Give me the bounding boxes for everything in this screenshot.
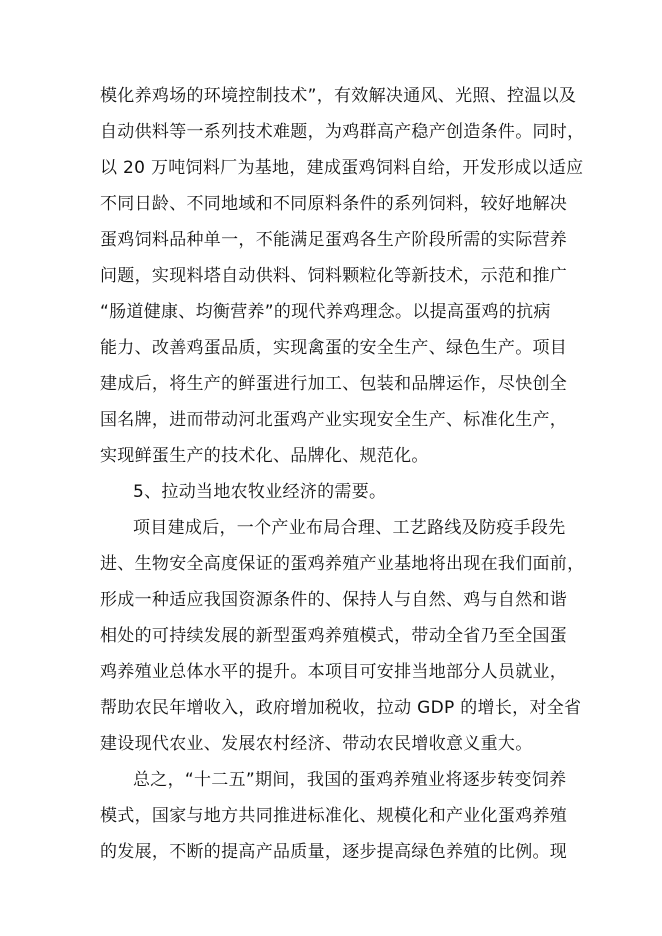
text-line: 实现鲜蛋生产的技术化、品牌化、规范化。: [100, 446, 429, 466]
text-line: 鸡养殖业总体水平的提升。本项目可安排当地部分人员就业，: [100, 662, 568, 682]
text-line: 问题，实现料塔自动供料、饲料颗粒化等新技术，示范和推广: [100, 266, 568, 286]
paragraph-start-line: 项目建成后，一个产业布局合理、工艺路线及防疫手段先: [133, 518, 566, 538]
text-line: 形成一种适应我国资源条件的、保持人与自然、鸡与自然和谐: [100, 590, 568, 610]
text-line: 能力、改善鸡蛋品质，实现禽蛋的安全生产、绿色生产。项目: [100, 338, 568, 358]
text-line: 进、生物安全高度保证的蛋鸡养殖产业基地将出现在我们面前，: [100, 554, 585, 574]
text-line: 建设现代农业、发展农村经济、带动农民增收意义重大。: [100, 734, 533, 754]
text-line: 国名牌，进而带动河北蛋鸡产业实现安全生产、标准化生产，: [100, 410, 568, 430]
text-line: 不同日龄、不同地域和不同原料条件的系列饲料，较好地解决: [100, 194, 568, 214]
text-line: 相处的可持续发展的新型蛋鸡养殖模式，带动全省乃至全国蛋: [100, 626, 568, 646]
text-line: “肠道健康、均衡营养”的现代养鸡理念。以提高蛋鸡的抗病: [100, 302, 551, 322]
text-line: 蛋鸡饲料品种单一，不能满足蛋鸡各生产阶段所需的实际营养: [100, 230, 568, 250]
text-line: 模式，国家与地方共同推进标准化、规模化和产业化蛋鸡养殖: [100, 806, 568, 826]
text-line: 模化养鸡场的环境控制技术”，有效解决通风、光照、控温以及: [100, 86, 577, 106]
paragraph-start-line: 总之，“十二五”期间，我国的蛋鸡养殖业将逐步转变饲养: [133, 770, 567, 790]
text-line: 以 20 万吨饲料厂为基地，建成蛋鸡饲料自给，开发形成以适应: [100, 158, 584, 178]
text-line: 帮助农民年增收入，政府增加税收，拉动 GDP 的增长，对全省: [100, 698, 582, 718]
text-line: 的发展，不断的提高产品质量，逐步提高绿色养殖的比例。现: [100, 842, 568, 862]
text-line: 建成后，将生产的鲜蛋进行加工、包装和品牌运作，尽快创全: [100, 374, 568, 394]
section-heading: 5、拉动当地农牧业经济的需要。: [133, 482, 387, 502]
text-line: 自动供料等一系列技术难题，为鸡群高产稳产创造条件。同时，: [100, 122, 585, 142]
